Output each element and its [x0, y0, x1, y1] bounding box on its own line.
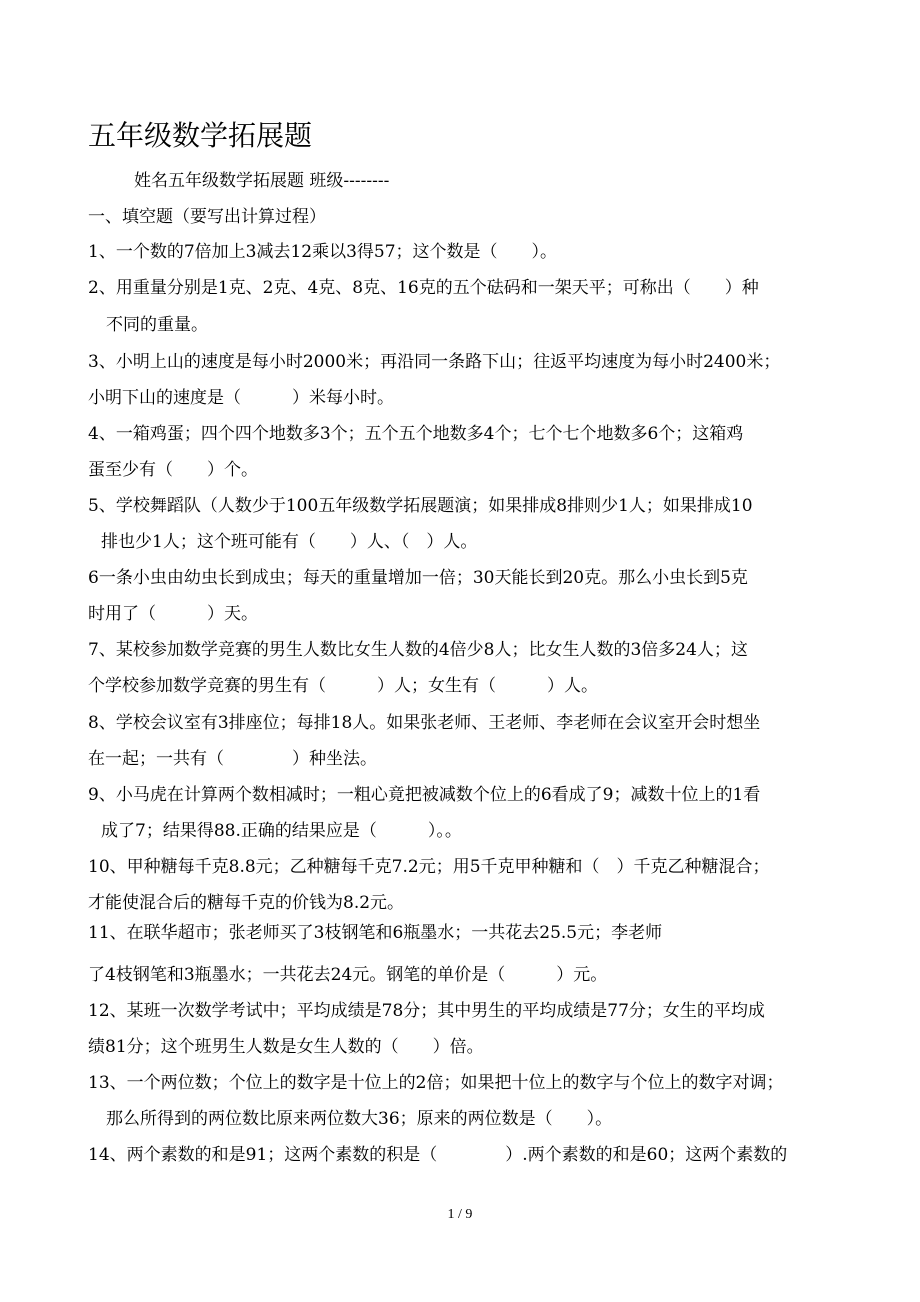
question-1-line-1: 1、一个数的7倍加上3减去12乘以3得57；这个数是（ ）。	[88, 242, 558, 262]
question-12-line-2: 绩81分；这个班男生人数是女生人数的（ ）倍。	[88, 1037, 484, 1057]
question-12-line-1: 12、某班一次数学考试中；平均成绩是78分；其中男生的平均成绩是77分；女生的平均成	[88, 1001, 765, 1021]
question-7-line-1: 7、某校参加数学竞赛的男生人数比女生人数的4倍少8人；比女生人数的3倍多24人；这	[88, 640, 748, 660]
section-heading: 一、填空题（要写出计算过程）	[88, 207, 326, 227]
page-number: 1 / 9	[447, 1207, 473, 1222]
question-6-line-2: 时用了（ ）天。	[88, 604, 258, 624]
question-6-line-1: 6一条小虫由幼虫长到成虫；每天的重量增加一倍；30天能长到20克。那么小虫长到5克	[88, 568, 748, 588]
document-title: 五年级数学拓展题	[88, 119, 313, 152]
question-13-line-1: 13、一个两位数；个位上的数字是十位上的2倍；如果把十位上的数字与个位上的数字对调；	[88, 1073, 784, 1093]
question-5-line-1: 5、学校舞蹈队（人数少于100五年级数学拓展题演；如果排成8排则少1人；如果排成10	[88, 496, 753, 516]
question-10-line-1: 10、甲种糖每千克8.8元；乙种糖每千克7.2元；用5千克甲种糖和（ ）千克乙种糖混合；	[88, 857, 770, 877]
question-3-line-2: 小明下山的速度是（ ）米每小时。	[88, 388, 394, 408]
question-10-line-2: 才能使混合后的糖每千克的价钱为8.2元。	[88, 893, 405, 913]
question-2-line-1: 2、用重量分别是1克、2克、4克、8克、16克的五个砝码和一架天平；可称出（ ）种	[88, 278, 759, 298]
question-8-line-2: 在一起；一共有（ ）种坐法。	[88, 749, 377, 769]
question-11-line-1: 11、在联华超市；张老师买了3枝钢笔和6瓶墨水；一共花去25.5元；李老师	[88, 923, 663, 943]
question-14-line-1: 14、两个素数的和是91；这两个素数的积是（ ）.两个素数的和是60；这两个素数的	[88, 1145, 788, 1165]
question-5-line-2: 排也少1人；这个班可能有（ ）人、（ ）人。	[101, 532, 478, 552]
question-3-line-1: 3、小明上山的速度是每小时2000米；再沿同一条路下山；往返平均速度为每小时2400米；	[88, 352, 781, 372]
question-13-line-2: 那么所得到的两位数比原来两位数大36；原来的两位数是（ ）。	[106, 1109, 613, 1129]
question-7-line-2: 个学校参加数学竞赛的男生有（ ）人；女生有（ ）人。	[88, 676, 598, 696]
question-11-line-2: 了4枝钢笔和3瓶墨水；一共花去24元。钢笔的单价是（ ）元。	[88, 965, 608, 985]
question-8-line-1: 8、学校会议室有3排座位；每排18人。如果张老师、王老师、李老师在会议室开会时想坐	[88, 713, 761, 733]
question-9-line-1: 9、小马虎在计算两个数相减时；一粗心竟把被减数个位上的6看成了9；减数十位上的1看	[88, 785, 761, 805]
question-4-line-1: 4、一箱鸡蛋；四个四个地数多3个；五个五个地数多4个；七个七个地数多6个；这箱鸡	[88, 424, 744, 444]
question-4-line-2: 蛋至少有（ ）个。	[88, 460, 258, 480]
name-class-line: 姓名五年级数学拓展题 班级--------	[134, 171, 390, 191]
question-2-line-2: 不同的重量。	[106, 315, 208, 335]
question-9-line-2: 成了7；结果得88.正确的结果应是（ ）。。	[101, 821, 462, 841]
